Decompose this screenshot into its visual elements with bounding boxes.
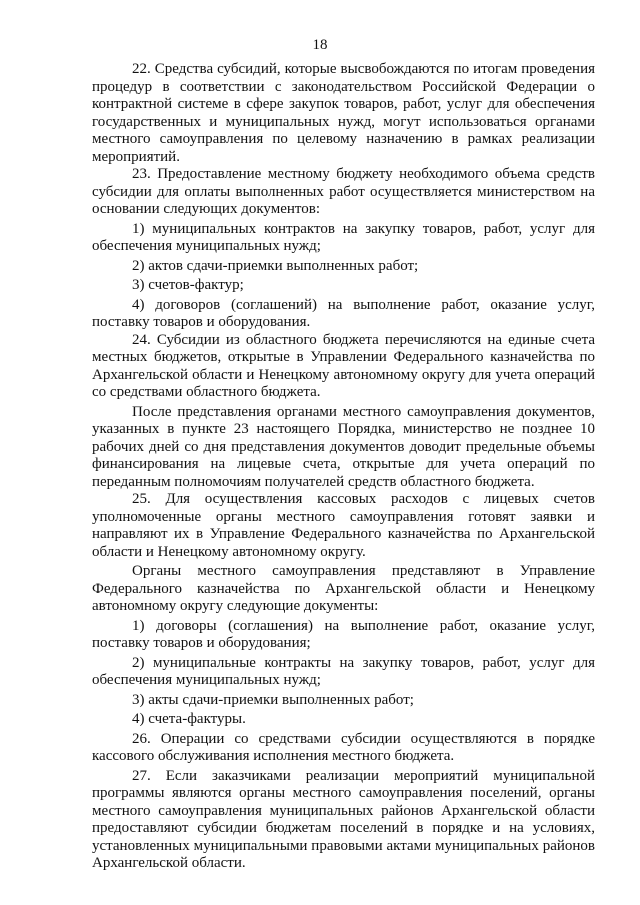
list-item: 4) договоров (соглашений) на выполнение работ, оказание услуг, поставку товаров и оборудования.: [92, 296, 595, 330]
paragraph-25: 25. Для осуществления кассовых расходов с лицевых счетов уполномоченные органы местного самоуправления готовят заявки и направляют их в Управление Федерального казначейства по Архангельской области и Ненецкому автономному округу.: [92, 491, 595, 560]
list-item: 2) актов сдачи-приемки выполненных работ;: [132, 257, 419, 274]
document-body: [92, 61, 595, 873]
paragraph-27: 27. Если заказчиками реализации мероприятий муниципальной программы являются органы местного самоуправления поселений, органы местного самоуправления муниципальных районов Архангельской области предоставляют субсидии бюджетам поселений в порядке и на условиях, установленных муниципальными правовыми актами муниципальных районов Архангельской области.: [92, 767, 595, 871]
paragraph-23: 23. Предоставление местному бюджету необходимого объема средств субсидии для оплаты выполненных работ осуществляется министерством на основании следующих документов:: [92, 166, 595, 217]
paragraph-22: 22. Средства субсидий, которые высвобождаются по итогам проведения процедур в соответствии с законодательством Российской Федерации о контрактной системе в сфере закупок товаров, работ, услуг для обеспечения государственных и муниципальных нужд, могут использоваться органами местного самоуправления по целевому назначению в рамках реализации мероприятий.: [92, 61, 595, 165]
paragraph-documents-intro: Органы местного самоуправления представляют в Управление Федерального казначейства по Архангельской области и Ненецкому автономному округу следующие документы:: [92, 563, 595, 614]
page-number: 18: [312, 37, 328, 53]
list-item: 1) договоры (соглашения) на выполнение работ, оказание услуг, поставку товаров и оборудования;: [92, 617, 595, 651]
list-item: 4) счета-фактуры.: [132, 711, 246, 727]
list-item: 1) муниципальных контрактов на закупку товаров, работ, услуг для обеспечения муниципальных нужд;: [92, 220, 595, 254]
paragraph-after-submission: После представления органами местного самоуправления документов, указанных в пункте 23 настоящего Порядка, министерство не позднее 10 рабочих дней со дня представления документов доводит предельные объемы финансирования на лицевые счета, открытые для учета операций по переданным полномочиям получателей средств областного бюджета.: [92, 403, 595, 490]
paragraph-24: 24. Субсидии из областного бюджета перечисляются на единые счета местных бюджетов, открытые в Управлении Федерального казначейства по Архангельской области и Ненецкому автономному округу для учета операций со средствами областного бюджета.: [92, 331, 595, 400]
list-item: 2) муниципальные контракты на закупку товаров, работ, услуг для обеспечения муниципальных нужд;: [92, 654, 595, 688]
list-item: 3) счетов-фактур;: [132, 277, 244, 293]
list-item: 3) акты сдачи-приемки выполненных работ;: [132, 691, 414, 708]
paragraph-26: 26. Операции со средствами субсидии осуществляются в порядке кассового обслуживания исполнения местного бюджета.: [92, 730, 595, 764]
